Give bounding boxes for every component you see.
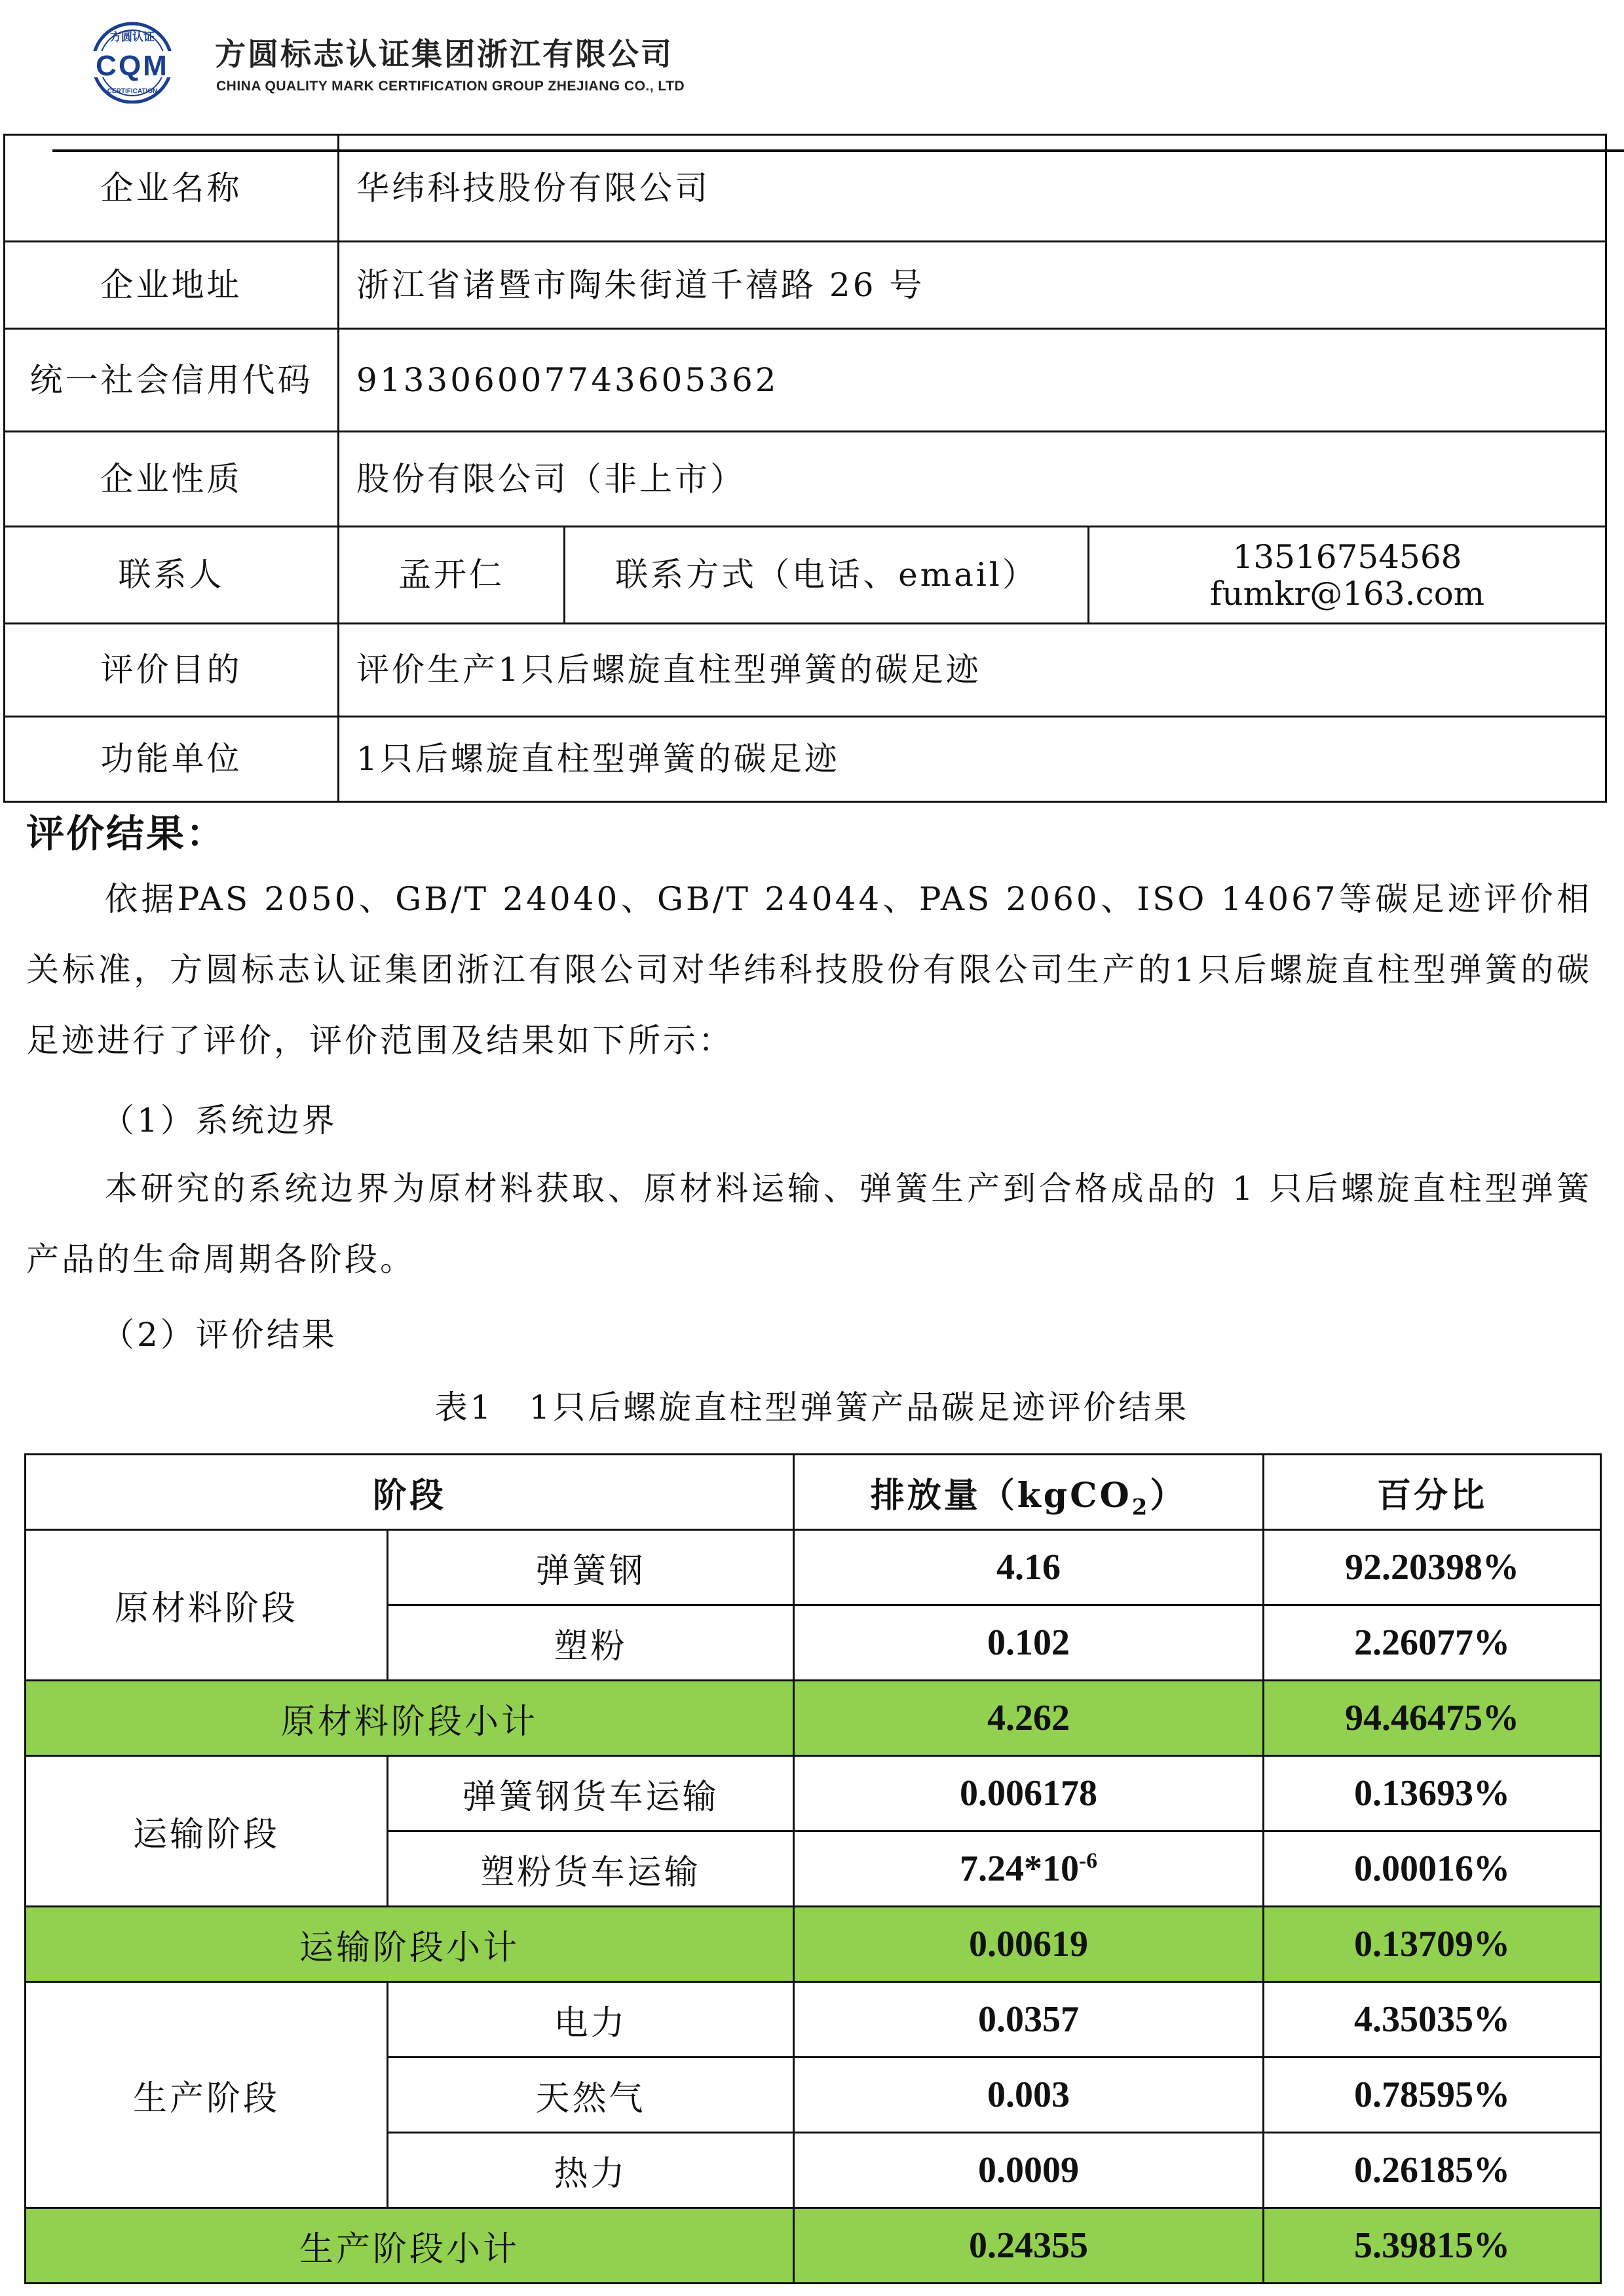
table-row: [26, 1530, 1601, 1605]
contact-email: fumkr@163.com: [1209, 574, 1485, 613]
name-label: 企业名称: [5, 135, 339, 242]
subtotal-value: 0.24355: [794, 2208, 1264, 2284]
credit-label: 统一社会信用代码: [5, 329, 339, 432]
subtotal-name: 原材料阶段小计: [26, 1681, 794, 1756]
item-percent: 0.13693%: [1264, 1756, 1601, 1831]
subtotal-percent: 5.39815%: [1264, 2208, 1601, 2284]
credit-value: 913306007743605362: [339, 329, 1606, 432]
header-percent: 百分比: [1264, 1455, 1601, 1530]
section-title: 评价结果：: [26, 811, 227, 856]
item-percent: 4.35035%: [1264, 1982, 1601, 2057]
page-header: [52, 18, 1592, 123]
header-emission: [794, 1455, 1264, 1530]
carbon-footprint-results-table: [24, 1453, 1602, 2284]
paragraph-boundary: 本研究的系统边界为原材料获取、原材料运输、弹簧生产到合格成品的 1 只后螺旋直柱型弹簧产品的生命周期各阶段。: [26, 1170, 1592, 1278]
item-name: 弹簧钢货车运输: [388, 1756, 794, 1831]
item-name: 塑粉: [388, 1605, 794, 1681]
unit-value: 1只后螺旋直柱型弹簧的碳足迹: [339, 717, 1606, 802]
purpose-value: 评价生产1只后螺旋直柱型弹簧的碳足迹: [339, 624, 1606, 717]
item-name: 塑粉货车运输: [388, 1831, 794, 1907]
item-value-exponent: -6: [1079, 1848, 1097, 1873]
stage-raw-material: 原材料阶段: [26, 1530, 388, 1681]
stage-transport: 运输阶段: [26, 1756, 388, 1907]
contact-method-label: 联系方式（电话、email）: [565, 527, 1089, 624]
subtotal-value: 4.262: [794, 1681, 1264, 1756]
subtotal-row-transport: [26, 1907, 1601, 1982]
item-name: 弹簧钢: [388, 1530, 794, 1605]
stage-production: 生产阶段: [26, 1982, 388, 2208]
item-value: 0.0009: [794, 2133, 1264, 2208]
paragraph-standards: 依据PAS 2050、GB/T 24040、GB/T 24044、PAS 2060、ISO 14067等碳足迹评价相关标准，方圆标志认证集团浙江有限公司对华纬科技股份有限公司生产的1只后螺旋直柱型弹簧的碳足迹进行了评价，评价范围及结果如下所示：: [26, 880, 1592, 1060]
item-percent: 0.26185%: [1264, 2133, 1601, 2208]
header-emission-subscript: 2: [1131, 1493, 1150, 1520]
logo-text: CQM: [96, 50, 169, 82]
address-label: 企业地址: [5, 242, 339, 329]
address-value: 浙江省诸暨市陶朱街道千禧路 26 号: [339, 242, 1606, 329]
item-percent: 2.26077%: [1264, 1605, 1601, 1681]
contact-phone: 13516754568: [1232, 537, 1462, 576]
subtotal-row-raw-material: [26, 1681, 1601, 1756]
item-percent: 0.78595%: [1264, 2057, 1601, 2133]
item-percent: 92.20398%: [1264, 1530, 1601, 1605]
info-row-functional-unit: [5, 717, 1606, 802]
table-row: [26, 1982, 1601, 2057]
info-row-address: [5, 242, 1606, 329]
subtotal-percent: 94.46475%: [1264, 1681, 1601, 1756]
enterprise-info-table: [3, 134, 1607, 803]
info-row-contact: [5, 527, 1606, 624]
company-name-en: CHINA QUALITY MARK CERTIFICATION GROUP ZHEJIANG CO., LTD: [216, 79, 685, 94]
contact-person: 孟开仁: [339, 527, 565, 624]
table-caption: 表1 1只后螺旋直柱型弹簧产品碳足迹评价结果: [434, 1388, 1190, 1426]
nature-label: 企业性质: [5, 432, 339, 527]
cqm-logo-icon: [59, 18, 206, 104]
item-value: 0.102: [794, 1605, 1264, 1681]
logo-arc-bottom: CERTIFICATION: [107, 88, 158, 95]
item-value-base: 7.24*10: [960, 1848, 1080, 1889]
contact-details: [1089, 527, 1606, 624]
subheading-boundary: （1）系统边界: [102, 1101, 337, 1139]
subtotal-name: 运输阶段小计: [26, 1907, 794, 1982]
header-emission-close: ）: [1150, 1475, 1187, 1516]
item-value: 0.0357: [794, 1982, 1264, 2057]
item-value: 0.003: [794, 2057, 1264, 2133]
purpose-label: 评价目的: [5, 624, 339, 717]
item-name: 天然气: [388, 2057, 794, 2133]
header-stage: 阶段: [26, 1455, 794, 1530]
header-emission-text: 排放量（kgCO: [870, 1475, 1132, 1516]
table-header-row: [26, 1455, 1601, 1530]
info-row-credit-code: [5, 329, 1606, 432]
info-row-nature: [5, 432, 1606, 527]
item-value: 4.16: [794, 1530, 1264, 1605]
subtotal-percent: 0.13709%: [1264, 1907, 1601, 1982]
unit-label: 功能单位: [5, 717, 339, 802]
subtotal-value: 0.00619: [794, 1907, 1264, 1982]
item-name: 热力: [388, 2133, 794, 2208]
info-row-purpose: [5, 624, 1606, 717]
subheading-results: （2）评价结果: [102, 1316, 337, 1354]
subtotal-name: 生产阶段小计: [26, 2208, 794, 2284]
item-name: 电力: [388, 1982, 794, 2057]
nature-value: 股份有限公司（非上市）: [339, 432, 1606, 527]
logo-arc-top: 方圆认证: [110, 31, 155, 44]
contact-label: 联系人: [5, 527, 339, 624]
table-row: [26, 1756, 1601, 1831]
company-name-cn: 方圆标志认证集团浙江有限公司: [215, 37, 673, 73]
info-row-name: [5, 135, 1606, 242]
item-value: 0.006178: [794, 1756, 1264, 1831]
item-percent: 0.00016%: [1264, 1831, 1601, 1907]
name-value: 华纬科技股份有限公司: [339, 135, 1606, 242]
item-value: [794, 1831, 1264, 1907]
subtotal-row-production: [26, 2208, 1601, 2284]
